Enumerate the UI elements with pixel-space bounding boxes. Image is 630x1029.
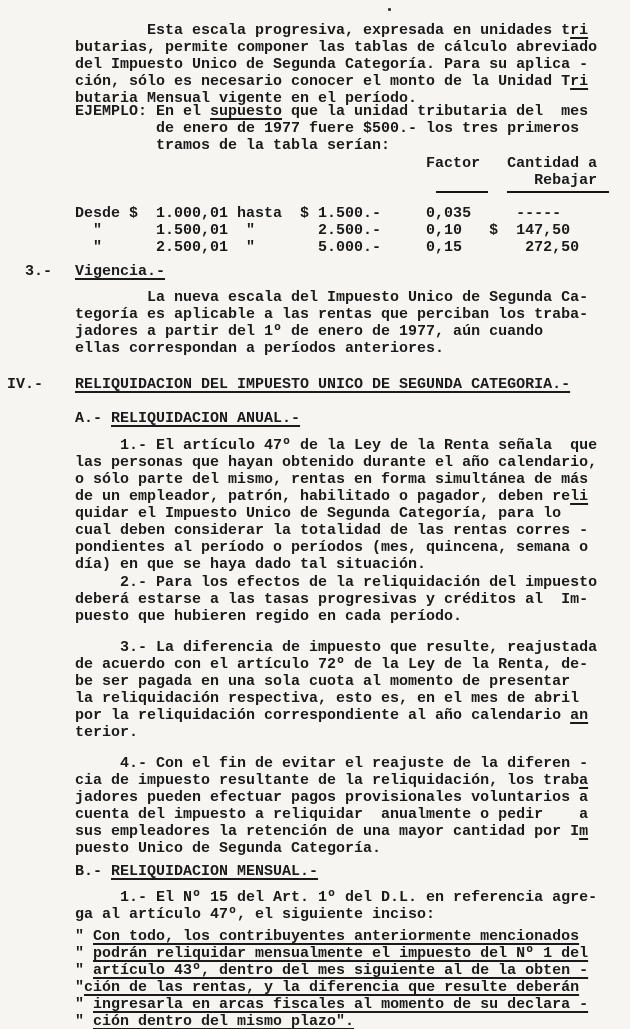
annual-paragraph-2: 2.- Para los efectos de la reliquidación del impuesto deberá estarse a las tasas progresivas y créditos al Im- puesto que hubieren regido en cada período. <box>75 574 598 625</box>
section-3-title-text: Vigencia.- <box>75 263 166 280</box>
example-block: EJEMPLO: En el supuesto que la unidad tributaria del mes de enero de 1977 fuere $500.- los tres primeros tramos de la tabla serían: <box>75 103 589 154</box>
cantidad-column-underline <box>507 191 609 193</box>
section-4-title-text: RELIQUIDACION DEL IMPUESTO UNICO DE SEGUNDA CATEGORIA.- <box>75 376 571 393</box>
factor-column-underline <box>436 191 488 193</box>
subsection-b-heading <box>75 863 318 880</box>
subsection-a-prefix: A.- <box>75 410 112 427</box>
section-3-number: 3.- <box>25 263 53 280</box>
subsection-b-prefix: B.- <box>75 863 112 880</box>
section-4-number: IV.- <box>7 376 44 393</box>
table-header: Factor Cantidad a Rebajar <box>75 155 598 189</box>
subsection-a-title: RELIQUIDACION ANUAL.- <box>111 410 301 427</box>
intro-paragraph: Esta escala progresiva, expresada en unidades tri butarias, permite componer las tablas de cálculo abreviado del Impuesto Unico de Segunda Categoría. Para su aplica - ción, sólo es necesario conocer el monto de la Unidad Tri butaria Mensual vigente en el período. <box>75 22 598 107</box>
scan-speck <box>388 8 391 11</box>
annual-paragraph-4: 4.- Con el fin de evitar el reajuste de la diferen - cia de impuesto resultante de la reliquidación, los traba jadores pueden efectuar pagos provisionales voluntarios a cuenta del impuesto a reliquidar anualmente o pedir a sus empleadores la retención de una mayor cantidad por Im puesto Unico de Segunda Categoría. <box>75 755 589 857</box>
monthly-paragraph-1: 1.- El Nº 15 del Art. 1º del D.L. en referencia agre- ga al artículo 47º, el siguiente inciso: <box>75 889 598 923</box>
quoted-inciso: " Con todo, los contribuyentes anteriormente mencionados " podrán reliquidar mensualmente el impuesto del Nº 1 del " artículo 43º, dentro del mes siguiente al de la obten - "ción de las rentas, y la diferencia que resulte deberán " ingresarla en arcas fiscales al momento de su declara - " ción dentro del mismo plazo". <box>75 928 589 1029</box>
subsection-b-title: RELIQUIDACION MENSUAL.- <box>111 863 319 880</box>
table-rows: Desde $ 1.000,01 hasta $ 1.500.- 0,035 ----- " 1.500,01 " 2.500.- 0,10 $ 147,50 " 2.500,01 " 5.000.- 0,15 272,50 <box>75 205 580 256</box>
vigencia-paragraph: La nueva escala del Impuesto Unico de Segunda Ca- tegoría es aplicable a las rentas que perciban los traba- jadores a partir del 1º de enero de 1977, aún cuando ellas correspondan a períodos anteriores. <box>75 289 589 357</box>
section-4-title <box>75 376 570 393</box>
annual-paragraph-1: 1.- El artículo 47º de la Ley de la Renta señala que las personas que hayan obtenido durante el año calendario, o sólo parte del mismo, rentas en forma simultánea de más de un empleador, patrón, habilitado o pagador, deben reli quidar el Impuesto Unico de Segunda Categoría, para lo cual deben considerar la totalidad de las rentas corres - pondientes al período o períodos (mes, quincena, semana o día) en que se haya dado tal situación. <box>75 437 598 573</box>
annual-paragraph-3: 3.- La diferencia de impuesto que resulte, reajustada de acuerdo con el artículo 72º de la Ley de la Renta, de- be ser pagada en una sola cuota al momento de presentar la reliquidación respectiva, esto es, en el mes de abril por la reliquidación correspondiente al año calendario an terior. <box>75 639 598 741</box>
section-3-title <box>75 263 165 280</box>
subsection-a-heading <box>75 410 300 427</box>
